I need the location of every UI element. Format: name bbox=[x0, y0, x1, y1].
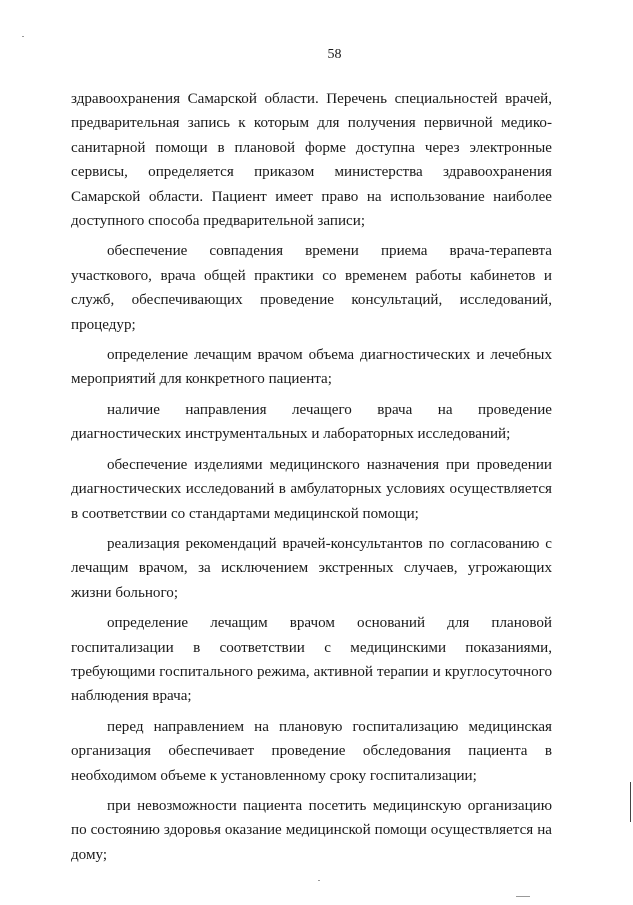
paragraph-2: обеспечение совпадения времени приема врача-терапевта участкового, врача общей практики со временем работы кабинетов и служб, обеспечивающих проведение консультаций, исследований, процедур; bbox=[71, 243, 552, 333]
paragraph-5: обеспечение изделиями медицинского назначения при проведении диагностических исследований в амбулаторных условиях осуществляется в соответствии со стандартами медицинской помощи; bbox=[71, 456, 552, 522]
paragraph-7: определение лечащим врачом оснований для плановой госпитализации в соответствии с медицинскими показаниями, требующими госпитального режима, активной терапии и круглосуточного наблюдения врача; bbox=[71, 615, 552, 705]
document-body bbox=[71, 87, 552, 873]
paragraph-3: определение лечащим врачом объема диагностических и лечебных мероприятий для конкретного пациента; bbox=[71, 347, 552, 388]
scan-edge-mark bbox=[630, 782, 631, 822]
paragraph-6: реализация рекомендаций врачей-консультантов по согласованию с лечащим врачом, за исключением экстренных случаев, угрожающих жизни больного; bbox=[71, 535, 552, 601]
scan-speck bbox=[22, 36, 24, 37]
page-number: 58 bbox=[327, 47, 342, 62]
paragraph-8: перед направлением на плановую госпитализацию медицинская организация обеспечивает проведение обследования пациента в необходимом объеме к установленному сроку госпитализации; bbox=[71, 718, 552, 784]
scan-speck bbox=[318, 880, 320, 881]
paragraph-4: наличие направления лечащего врача на проведение диагностических инструментальных и лабораторных исследований; bbox=[71, 401, 552, 443]
scan-speck bbox=[516, 896, 530, 897]
paragraph-9: при невозможности пациента посетить медицинскую организацию по состоянию здоровья оказание медицинской помощи осуществляется на дому; bbox=[71, 797, 552, 863]
paragraph-1: здравоохранения Самарской области. Перечень специальностей врачей, предварительная запись к которым для получения первичной медико-санитарной помощи в плановой форме доступна через электронные сервисы, определяется приказом министерства здравоохранения Самарской области. Пациент имеет право на использование наиболее доступного способа предварительной записи; bbox=[71, 91, 552, 230]
